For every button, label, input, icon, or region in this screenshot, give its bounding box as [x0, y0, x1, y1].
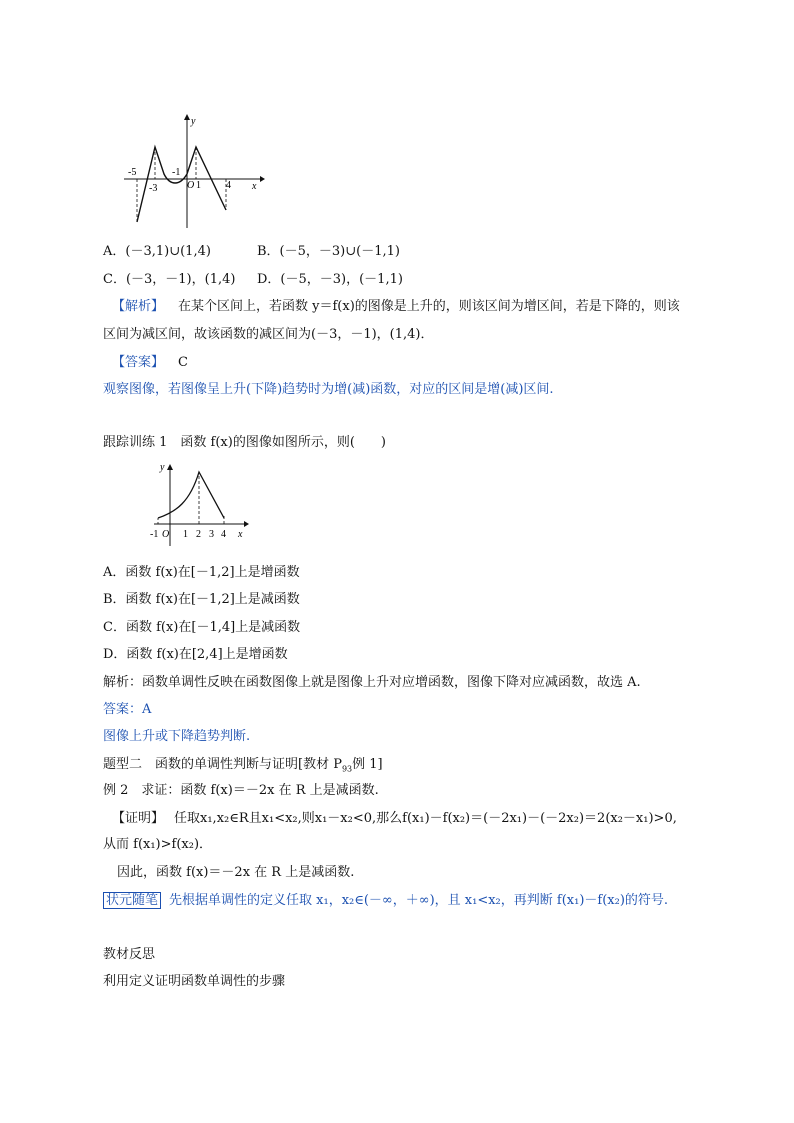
graph2-tick-1: 1 [183, 529, 188, 540]
graph2-tick-neg1: -1 [150, 529, 159, 540]
practice-option-a: A．函数 f(x)在[－1,2]上是增函数 [103, 565, 300, 580]
function-graph-2 [150, 458, 250, 548]
graph2-tick-3: 3 [209, 529, 214, 540]
answer-tag: 【答案】 [112, 355, 165, 370]
practice-analysis: 解析：函数单调性反映在函数图像上就是图像上升对应增函数，图像下降对应减函数，故选 A. [103, 675, 641, 690]
note-tag: 状元随笔 [103, 892, 161, 909]
answer-value: C [178, 355, 188, 370]
analysis-tag: 【解析】 [112, 299, 165, 314]
graph1-tick-neg1: -1 [172, 167, 181, 178]
type2-title-text: 题型二 函数的单调性判断与证明[教材 P [103, 757, 342, 772]
graph2-tick-4: 4 [221, 529, 226, 540]
graph2-tick-2: 2 [196, 529, 201, 540]
graph2-x-label: x [238, 529, 243, 540]
analysis-2: 区间为减区间，故该函数的减区间为(－3，－1)，(1,4)． [103, 327, 434, 342]
option-d: D．(－5，－3)，(－1,1) [257, 272, 403, 287]
graph1-tick-1: 1 [196, 180, 201, 191]
practice-option-d: D．函数 f(x)在[2,4]上是增函数 [103, 647, 288, 662]
analysis-text-1: 在某个区间上，若函数 y＝f(x)的图像是上升的，则该区间为增区间，若是下降的，则该 [178, 299, 680, 314]
graph2-tick-origin: O [162, 529, 170, 540]
graph1-tick-origin: O [187, 180, 195, 191]
type2-title-end: 例 1] [352, 757, 383, 772]
reflection-subtitle: 利用定义证明函数单调性的步骤 [103, 974, 286, 989]
analysis-1 [112, 298, 680, 316]
proof-line-2: 从而 f(x₁)>f(x₂)． [103, 837, 213, 852]
practice-answer: 答案：A [103, 702, 152, 717]
graph1-x-label: x [252, 181, 257, 192]
proof-conclusion: 因此，函数 f(x)＝－2x 在 R 上是减函数. [117, 865, 355, 880]
practice-title: 跟踪训练 1 函数 f(x)的图像如图所示，则( ) [103, 435, 386, 450]
practice-option-b: B．函数 f(x)在[－1,2]上是减函数 [103, 592, 300, 607]
example-2: 例 2 求证：函数 f(x)＝－2x 在 R 上是减函数. [103, 783, 379, 798]
type2-title [103, 756, 383, 779]
proof-line-1 [112, 810, 677, 828]
graph2-y-label: y [160, 462, 165, 473]
practice-tip: 图像上升或下降趋势判断. [103, 729, 251, 744]
graph1-y-label: y [191, 116, 196, 127]
option-a: A．(－3,1)∪(1,4) [103, 244, 211, 259]
graph1-tick-neg3: -3 [149, 183, 158, 194]
answer-line [112, 354, 188, 372]
graph1-tick-4: 4 [226, 180, 231, 191]
option-c: C．(－3，－1)，(1,4) [103, 272, 236, 287]
option-b: B．(－5，－3)∪(－1,1) [257, 244, 400, 259]
proof-text-1: 任取x₁,x₂∈R且x₁<x₂,则x₁－x₂<0,那么f(x₁)－f(x₂)＝(－2x₁)－(－2x₂)＝2(x₂－x₁)>0, [174, 811, 677, 826]
note-text: 先根据单调性的定义任取 x₁，x₂∈(－∞，＋∞)，且 x₁<x₂，再判断 f(x₁)－f(x₂)的符号. [169, 893, 669, 908]
tip-1: 观察图像，若图像呈上升(下降)趋势时为增(减)函数，对应的区间是增(减)区间. [103, 382, 554, 397]
graph1-tick-neg5: -5 [128, 167, 137, 178]
practice-option-c: C．函数 f(x)在[－1,4]上是减函数 [103, 620, 301, 635]
type2-title-sub: 93 [341, 764, 353, 774]
function-graph-1 [120, 112, 265, 230]
note-line [103, 892, 668, 910]
reflection-title: 教材反思 [103, 947, 156, 962]
proof-tag: 【证明】 [112, 811, 165, 826]
